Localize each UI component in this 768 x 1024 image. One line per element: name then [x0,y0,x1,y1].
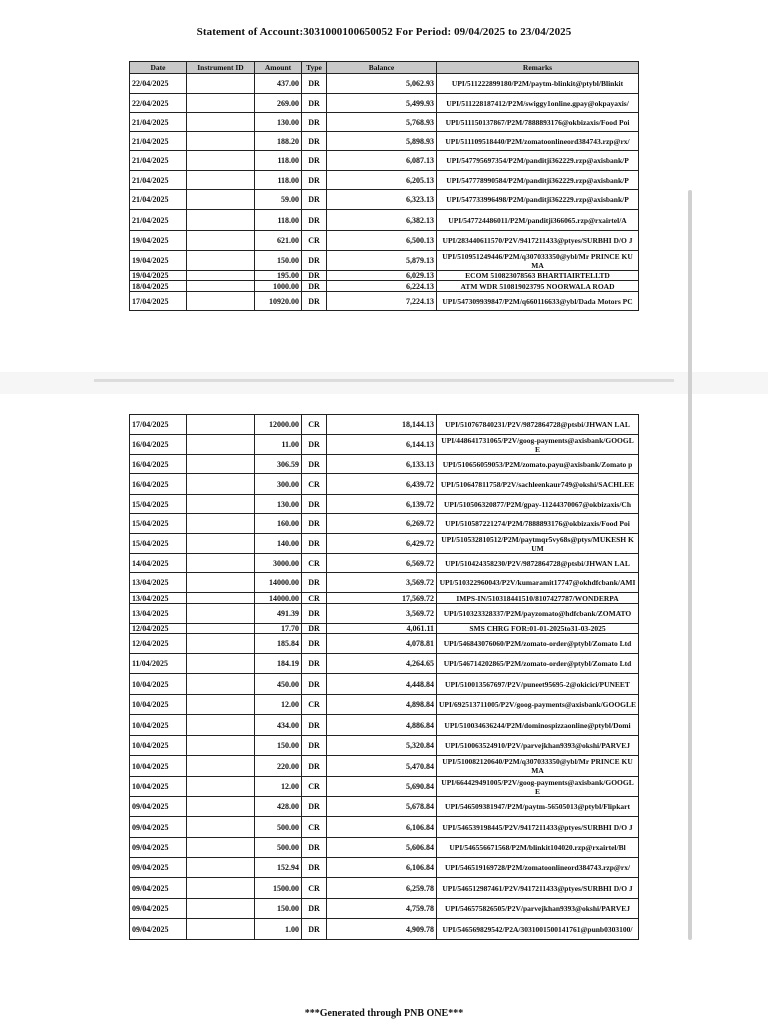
cell-remarks: UPI/546569829542/P2A/3031001500141761@punb0303100/ [437,919,639,940]
cell-remarks: UPI/511228187412/P2M/swiggy1online.gpay@okpayaxis/ [437,94,639,113]
cell-type: CR [302,817,327,838]
cell-amount: 185.84 [255,634,302,654]
cell-remarks: UPI/448641731065/P2V/goog-payments@axisbank/GOOGLE [437,435,639,455]
table-row [130,878,639,899]
table-row [130,151,639,171]
col-header-date: Date [130,62,187,74]
cell-date: 16/04/2025 [130,455,187,474]
cell-type: DR [302,455,327,474]
cell-balance: 6,259.78 [327,878,437,899]
cell-remarks: UPI/510656059053/P2M/zomato.payu@axisbank/Zomato p [437,455,639,474]
cell-instrument-id [187,94,255,113]
cell-date: 19/04/2025 [130,271,187,281]
cell-instrument-id [187,231,255,251]
cell-remarks: UPI/511150137867/P2M/7888893176@okbizaxis/Food Poi [437,113,639,132]
cell-amount: 150.00 [255,899,302,919]
cell-remarks: UPI/510532810512/P2M/paytmqr5vy68s@ptys/MUKESH KUM [437,534,639,554]
cell-balance: 5,678.84 [327,797,437,817]
col-header-amount: Amount [255,62,302,74]
cell-instrument-id [187,474,255,495]
cell-amount: 12000.00 [255,415,302,435]
cell-instrument-id [187,715,255,736]
cell-instrument-id [187,674,255,695]
table-row [130,919,639,940]
table-row [130,231,639,251]
cell-date: 09/04/2025 [130,797,187,817]
cell-amount: 188.20 [255,132,302,151]
cell-remarks: UPI/510322960043/P2V/kumaramit17747@okhdfcbank/AMI [437,573,639,593]
cell-amount: 1000.00 [255,281,302,292]
cell-type: CR [302,415,327,435]
cell-date: 21/04/2025 [130,113,187,132]
cell-balance: 18,144.13 [327,415,437,435]
cell-amount: 500.00 [255,838,302,858]
cell-date: 21/04/2025 [130,190,187,210]
cell-date: 16/04/2025 [130,474,187,495]
cell-instrument-id [187,210,255,231]
cell-balance: 6,106.84 [327,858,437,878]
cell-type: DR [302,736,327,756]
cell-type: DR [302,838,327,858]
table-row [130,654,639,674]
cell-remarks: ECOM 510823078563 BHARTIAIRTELLTD [437,271,639,281]
cell-remarks: SMS CHRG FOR:01-01-2025to31-03-2025 [437,624,639,634]
cell-instrument-id [187,132,255,151]
cell-type: DR [302,281,327,292]
cell-instrument-id [187,190,255,210]
table-row [130,797,639,817]
cell-instrument-id [187,604,255,624]
cell-type: DR [302,715,327,736]
table-row [130,415,639,435]
cell-balance: 6,106.84 [327,817,437,838]
cell-balance: 5,606.84 [327,838,437,858]
cell-instrument-id [187,251,255,271]
cell-amount: 59.00 [255,190,302,210]
col-header-balance: Balance [327,62,437,74]
cell-remarks: UPI/547309939847/P2M/q660116633@ybl/Dada Motors PC [437,292,639,311]
cell-remarks: UPI/510424358230/P2V/9872864728@ptsbi/JHWAN LAL [437,554,639,573]
cell-instrument-id [187,695,255,715]
cell-balance: 5,320.84 [327,736,437,756]
cell-remarks: UPI/547795697354/P2M/panditji362229.rzp@axisbank/P [437,151,639,171]
cell-amount: 621.00 [255,231,302,251]
cell-date: 10/04/2025 [130,674,187,695]
cell-balance: 4,759.78 [327,899,437,919]
cell-amount: 130.00 [255,113,302,132]
cell-amount: 3000.00 [255,554,302,573]
cell-remarks: UPI/546519169728/P2M/zomatoonlineord384743.rzp@rx/ [437,858,639,878]
cell-remarks: UPI/547724486011/P2M/panditji366065.rzp@rxairtel/A [437,210,639,231]
cell-balance: 6,500.13 [327,231,437,251]
cell-amount: 14000.00 [255,573,302,593]
table-row [130,210,639,231]
table-row [130,292,639,311]
cell-remarks: UPI/510034636244/P2M/dominospizzaonline@ptybl/Domi [437,715,639,736]
cell-balance: 6,269.72 [327,514,437,534]
table-row [130,573,639,593]
cell-date: 15/04/2025 [130,514,187,534]
cell-instrument-id [187,415,255,435]
cell-remarks: UPI/510951249446/P2M/q307033350@ybl/Mr PRINCE KUMA [437,251,639,271]
cell-remarks: UPI/546714202865/P2M/zomato-order@ptybl/Zomato Ltd [437,654,639,674]
table-row [130,593,639,604]
cell-remarks: UPI/510323328337/P2M/payzomato@hdfcbank/ZOMATO [437,604,639,624]
cell-date: 16/04/2025 [130,435,187,455]
cell-amount: 269.00 [255,94,302,113]
cell-date: 10/04/2025 [130,736,187,756]
cell-balance: 7,224.13 [327,292,437,311]
cell-amount: 118.00 [255,151,302,171]
statement-title: Statement of Account:3031000100650052 For Period: 09/04/2025 to 23/04/2025 [196,26,572,38]
cell-balance: 3,569.72 [327,604,437,624]
cell-instrument-id [187,292,255,311]
cell-balance: 5,768.93 [327,113,437,132]
cell-instrument-id [187,573,255,593]
cell-type: DR [302,292,327,311]
table-row [130,756,639,777]
cell-balance: 6,205.13 [327,171,437,190]
cell-date: 10/04/2025 [130,715,187,736]
cell-amount: 150.00 [255,251,302,271]
cell-instrument-id [187,838,255,858]
cell-instrument-id [187,271,255,281]
cell-type: DR [302,210,327,231]
cell-date: 21/04/2025 [130,151,187,171]
table-row [130,171,639,190]
cell-balance: 5,062.93 [327,74,437,94]
cell-balance: 4,448.84 [327,674,437,695]
cell-balance: 6,224.13 [327,281,437,292]
cell-date: 14/04/2025 [130,554,187,573]
cell-type: DR [302,171,327,190]
cell-remarks: UPI/547733996498/P2M/panditji362229.rzp@axisbank/P [437,190,639,210]
col-header-instrument-id: Instrument ID [187,62,255,74]
cell-amount: 140.00 [255,534,302,554]
cell-date: 10/04/2025 [130,777,187,797]
cell-date: 12/04/2025 [130,634,187,654]
cell-type: DR [302,495,327,514]
table-row [130,624,639,634]
cell-type: DR [302,797,327,817]
cell-balance: 6,133.13 [327,455,437,474]
cell-remarks: UPI/664429491005/P2V/goog-payments@axisbank/GOOGLE [437,777,639,797]
table-row [130,74,639,94]
cell-type: DR [302,190,327,210]
table-row [130,899,639,919]
cell-date: 13/04/2025 [130,573,187,593]
cell-type: DR [302,624,327,634]
cell-date: 19/04/2025 [130,231,187,251]
cell-instrument-id [187,878,255,899]
cell-instrument-id [187,797,255,817]
cell-date: 18/04/2025 [130,281,187,292]
cell-amount: 195.00 [255,271,302,281]
cell-amount: 491.39 [255,604,302,624]
cell-amount: 500.00 [255,817,302,838]
cell-date: 21/04/2025 [130,132,187,151]
table-row [130,435,639,455]
cell-balance: 6,087.13 [327,151,437,171]
cell-balance: 5,898.93 [327,132,437,151]
cell-remarks: UPI/511222899180/P2M/paytm-blinkit@ptybl/Blinkit [437,74,639,94]
cell-amount: 14000.00 [255,593,302,604]
cell-amount: 1500.00 [255,878,302,899]
cell-balance: 6,323.13 [327,190,437,210]
cell-date: 22/04/2025 [130,74,187,94]
cell-date: 10/04/2025 [130,695,187,715]
cell-date: 21/04/2025 [130,171,187,190]
cell-type: DR [302,514,327,534]
cell-remarks: UPI/510767840231/P2V/9872864728@ptsbi/JHWAN LAL [437,415,639,435]
cell-date: 11/04/2025 [130,654,187,674]
cell-balance: 5,879.13 [327,251,437,271]
table-row [130,271,639,281]
table-row [130,455,639,474]
cell-remarks: UPI/510013567697/P2V/puneet95695-2@okicici/PUNEET [437,674,639,695]
cell-date: 15/04/2025 [130,495,187,514]
table-row [130,554,639,573]
cell-amount: 10920.00 [255,292,302,311]
col-header-remarks: Remarks [437,62,639,74]
table-row [130,514,639,534]
cell-balance: 4,061.11 [327,624,437,634]
cell-amount: 428.00 [255,797,302,817]
cell-instrument-id [187,435,255,455]
cell-date: 19/04/2025 [130,251,187,271]
table-header-row [130,62,639,74]
cell-amount: 12.00 [255,777,302,797]
statement-page-2 [0,394,768,1024]
cell-amount: 11.00 [255,435,302,455]
cell-date: 17/04/2025 [130,415,187,435]
cell-type: DR [302,534,327,554]
cell-remarks: UPI/546843076060/P2M/zomato-order@ptybl/Zomato Ltd [437,634,639,654]
cell-amount: 12.00 [255,695,302,715]
cell-date: 13/04/2025 [130,604,187,624]
table-row [130,534,639,554]
page-separator [94,379,674,382]
cell-remarks: UPI/546539198445/P2V/9417211433@ptyes/SURBHI D/O J [437,817,639,838]
cell-type: CR [302,474,327,495]
cell-instrument-id [187,736,255,756]
cell-amount: 1.00 [255,919,302,940]
table-row [130,604,639,624]
cell-instrument-id [187,171,255,190]
cell-date: 15/04/2025 [130,534,187,554]
cell-type: CR [302,593,327,604]
table-row [130,190,639,210]
cell-date: 09/04/2025 [130,858,187,878]
cell-remarks: UPI/547778990584/P2M/panditji362229.rzp@axisbank/P [437,171,639,190]
cell-balance: 4,898.84 [327,695,437,715]
cell-balance: 4,078.81 [327,634,437,654]
cell-amount: 220.00 [255,756,302,777]
cell-remarks: IMPS-IN/510318441510/8107427787/WONDERPA [437,593,639,604]
cell-amount: 150.00 [255,736,302,756]
cell-instrument-id [187,281,255,292]
cell-amount: 17.70 [255,624,302,634]
cell-remarks: UPI/510506320877/P2M/gpay-11244370067@okbizaxis/Ch [437,495,639,514]
table-row [130,634,639,654]
cell-balance: 6,382.13 [327,210,437,231]
table-row [130,281,639,292]
cell-amount: 160.00 [255,514,302,534]
table-row [130,674,639,695]
transactions-table-page-2 [129,414,639,940]
table-row [130,736,639,756]
cell-date: 09/04/2025 [130,817,187,838]
cell-instrument-id [187,756,255,777]
cell-instrument-id [187,919,255,940]
cell-date: 12/04/2025 [130,624,187,634]
cell-date: 17/04/2025 [130,292,187,311]
cell-balance: 17,569.72 [327,593,437,604]
table-row [130,94,639,113]
cell-type: CR [302,695,327,715]
cell-balance: 5,499.93 [327,94,437,113]
cell-type: DR [302,132,327,151]
table-row [130,474,639,495]
cell-type: DR [302,899,327,919]
cell-type: CR [302,231,327,251]
cell-type: DR [302,604,327,624]
cell-type: DR [302,858,327,878]
cell-instrument-id [187,554,255,573]
table-row [130,495,639,514]
cell-instrument-id [187,624,255,634]
table-row [130,113,639,132]
cell-instrument-id [187,634,255,654]
cell-type: DR [302,151,327,171]
cell-remarks: UPI/692513711005/P2V/goog-payments@axisbank/GOOGLE [437,695,639,715]
table-row [130,132,639,151]
table-row [130,838,639,858]
cell-type: CR [302,878,327,899]
cell-instrument-id [187,858,255,878]
cell-date: 10/04/2025 [130,756,187,777]
table-row [130,251,639,271]
cell-remarks: UPI/510587221274/P2M/7888893176@okbizaxis/Food Poi [437,514,639,534]
cell-instrument-id [187,593,255,604]
cell-date: 09/04/2025 [130,838,187,858]
cell-balance: 6,139.72 [327,495,437,514]
cell-balance: 6,429.72 [327,534,437,554]
cell-balance: 6,144.13 [327,435,437,455]
cell-instrument-id [187,534,255,554]
cell-type: DR [302,74,327,94]
cell-balance: 4,264.65 [327,654,437,674]
cell-remarks: UPI/546512987461/P2V/9417211433@ptyes/SURBHI D/O J [437,878,639,899]
cell-date: 09/04/2025 [130,878,187,899]
vertical-scrollbar[interactable] [688,190,692,940]
cell-instrument-id [187,899,255,919]
cell-instrument-id [187,817,255,838]
cell-balance: 4,909.78 [327,919,437,940]
cell-remarks: UPI/510647811758/P2V/sachleenkaur749@okshi/SACHLEE [437,474,639,495]
cell-date: 09/04/2025 [130,899,187,919]
table-row [130,715,639,736]
cell-amount: 130.00 [255,495,302,514]
cell-amount: 437.00 [255,74,302,94]
cell-amount: 118.00 [255,171,302,190]
cell-balance: 6,029.13 [327,271,437,281]
cell-balance: 5,470.84 [327,756,437,777]
cell-instrument-id [187,777,255,797]
cell-type: DR [302,251,327,271]
table-row [130,858,639,878]
cell-type: DR [302,113,327,132]
cell-instrument-id [187,495,255,514]
cell-remarks: UPI/510063524910/P2V/parvejkhan9393@okshi/PARVEJ [437,736,639,756]
cell-date: 13/04/2025 [130,593,187,604]
cell-balance: 6,569.72 [327,554,437,573]
col-header-type: Type [302,62,327,74]
cell-remarks: UPI/546509381947/P2M/paytm-56505013@ptybl/Flipkart [437,797,639,817]
cell-remarks: UPI/283440611570/P2V/9417211433@ptyes/SURBHI D/O J [437,231,639,251]
cell-date: 21/04/2025 [130,210,187,231]
statement-page-1 [0,0,768,372]
cell-type: CR [302,554,327,573]
cell-type: DR [302,674,327,695]
cell-amount: 450.00 [255,674,302,695]
statement-footer: ***Generated through PNB ONE*** [304,1008,464,1019]
cell-amount: 184.19 [255,654,302,674]
table-row [130,777,639,797]
cell-instrument-id [187,514,255,534]
cell-type: DR [302,94,327,113]
table-row [130,817,639,838]
cell-type: DR [302,634,327,654]
cell-amount: 306.59 [255,455,302,474]
cell-instrument-id [187,455,255,474]
cell-remarks: UPI/511109518440/P2M/zomatoonlineord384743.rzp@rx/ [437,132,639,151]
cell-instrument-id [187,74,255,94]
cell-instrument-id [187,113,255,132]
cell-remarks: ATM WDR 510819023795 NOORWALA ROAD [437,281,639,292]
cell-date: 09/04/2025 [130,919,187,940]
cell-instrument-id [187,654,255,674]
cell-type: DR [302,654,327,674]
cell-amount: 152.94 [255,858,302,878]
cell-instrument-id [187,151,255,171]
cell-date: 22/04/2025 [130,94,187,113]
cell-remarks: UPI/546556671568/P2M/blinkit104020.rzp@rxairtel/Bl [437,838,639,858]
cell-type: DR [302,271,327,281]
cell-balance: 4,886.84 [327,715,437,736]
cell-remarks: UPI/510082120640/P2M/q307033350@ybl/Mr PRINCE KUMA [437,756,639,777]
cell-type: DR [302,756,327,777]
cell-amount: 300.00 [255,474,302,495]
cell-amount: 118.00 [255,210,302,231]
table-row [130,695,639,715]
cell-type: DR [302,573,327,593]
cell-type: DR [302,435,327,455]
cell-balance: 6,439.72 [327,474,437,495]
cell-type: CR [302,777,327,797]
cell-remarks: UPI/546575826505/P2V/parvejkhan9393@okshi/PARVEJ [437,899,639,919]
cell-balance: 5,690.84 [327,777,437,797]
transactions-table-page-1 [129,61,639,311]
cell-balance: 3,569.72 [327,573,437,593]
cell-amount: 434.00 [255,715,302,736]
cell-type: DR [302,919,327,940]
